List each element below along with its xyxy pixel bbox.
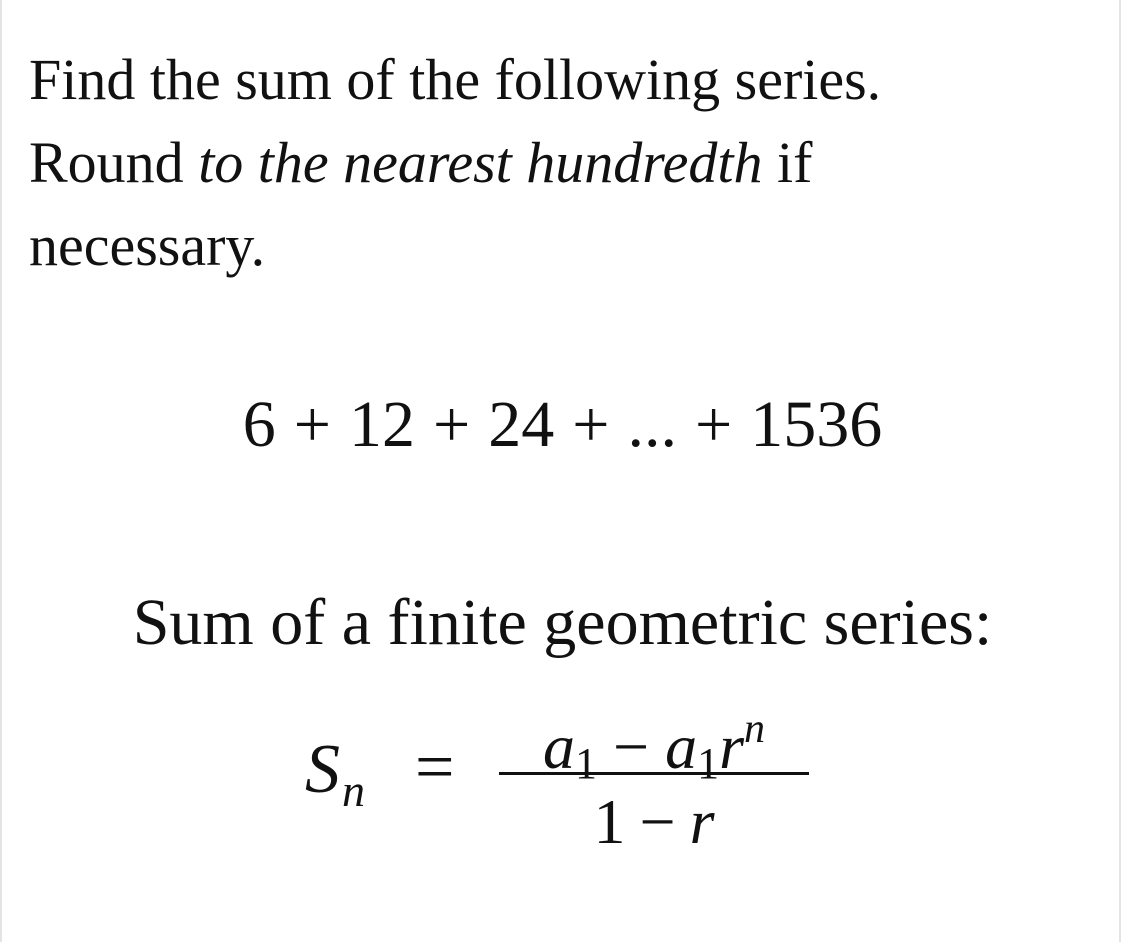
prompt-line-2-start: Round <box>29 130 199 195</box>
numerator-r: r <box>719 711 744 782</box>
geometric-sum-formula <box>305 690 825 860</box>
numerator-a2: a <box>665 711 698 782</box>
sum-subscript: n <box>342 765 365 816</box>
formula-lhs <box>305 730 365 831</box>
denominator-r: r <box>689 786 715 857</box>
plus-operator: + <box>293 388 332 461</box>
series-term-2: 12 <box>349 388 416 461</box>
series-expression <box>0 385 1125 465</box>
formula-fraction <box>499 690 809 861</box>
numerator-a: a <box>543 711 575 782</box>
equals-sign: = <box>415 729 455 806</box>
plus-operator: + <box>572 388 610 461</box>
plus-operator: + <box>694 388 733 461</box>
numerator-minus: − <box>613 711 650 782</box>
prompt-emphasis: to the nearest hundredth <box>198 130 763 195</box>
formula-denominator <box>499 783 809 861</box>
numerator-a2-subscript: 1 <box>697 739 720 788</box>
series-last-term: 1536 <box>750 388 883 461</box>
series-term-3: 24 <box>488 388 555 461</box>
series-term-1: 6 <box>242 388 276 461</box>
denominator-one: 1 <box>593 786 626 857</box>
denominator-minus: − <box>639 786 676 857</box>
prompt-line-3: necessary. <box>29 213 266 278</box>
prompt-line-1: Find the sum of the following series. <box>29 47 882 112</box>
series-ellipsis: ... <box>627 388 677 461</box>
plus-operator: + <box>433 388 471 461</box>
numerator-r-exponent: n <box>744 706 765 752</box>
formula-title: Sum of a finite geometric series: <box>132 586 993 659</box>
prompt-line-2-end: if <box>762 130 813 195</box>
prompt-line-2 <box>29 121 1079 204</box>
question-prompt <box>29 38 1079 287</box>
formula-numerator <box>499 690 809 788</box>
numerator-a-subscript: 1 <box>575 739 597 788</box>
sum-symbol: S <box>305 731 340 808</box>
